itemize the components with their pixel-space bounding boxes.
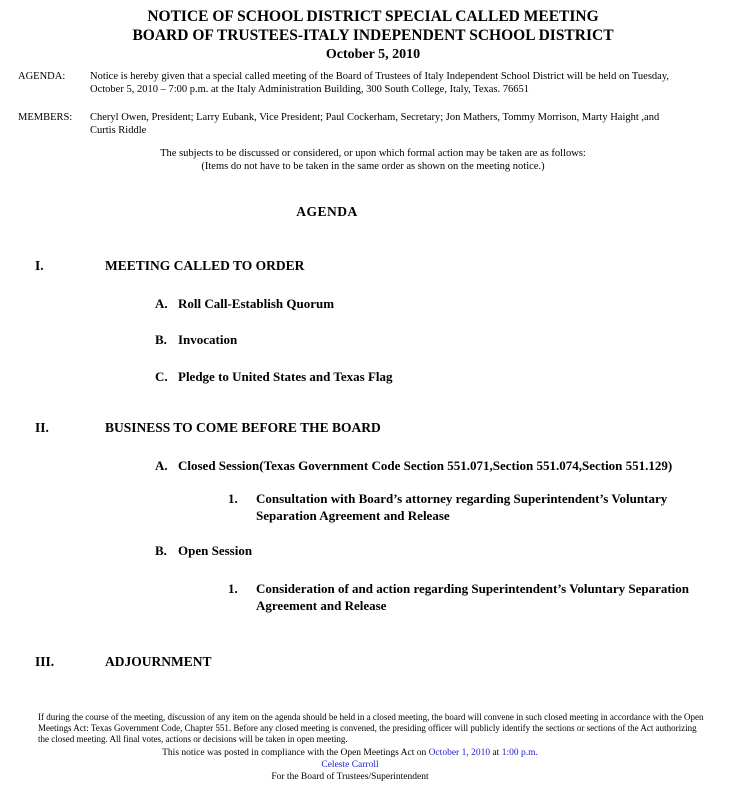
section-adjournment xyxy=(0,653,746,670)
section-numeral: III. xyxy=(35,654,55,669)
section-title: ADJOURNMENT xyxy=(105,654,212,669)
members-label: MEMBERS: xyxy=(18,112,73,123)
agenda-item-closed-session xyxy=(155,457,746,474)
agenda-subitem-consideration xyxy=(228,580,746,614)
section-numeral: I. xyxy=(35,258,44,273)
item-letter: A. xyxy=(155,296,168,311)
document-title-line-2: BOARD OF TRUSTEES-ITALY INDEPENDENT SCHOOL DISTRICT xyxy=(132,27,614,44)
item-letter: C. xyxy=(155,369,168,384)
document-header xyxy=(0,0,746,64)
subjects-note-line-1: The subjects to be discussed or considered, or upon which formal action may be taken are as follows: xyxy=(160,148,586,159)
posting-statement-text: This notice was posted in compliance with the Open Meetings Act on xyxy=(162,748,429,758)
section-title: MEETING CALLED TO ORDER xyxy=(105,258,305,273)
section-numeral: II. xyxy=(35,420,49,435)
agenda-notice-row xyxy=(0,71,746,96)
agenda-heading-wrap xyxy=(0,203,654,221)
signer-name-link[interactable]: Celeste Carroll xyxy=(321,760,379,770)
document-title-line-1: NOTICE OF SCHOOL DISTRICT SPECIAL CALLED MEETING xyxy=(147,8,599,25)
document-date: October 5, 2010 xyxy=(325,47,421,62)
signer-title-line xyxy=(0,771,700,783)
item-text: Closed Session(Texas Government Code Section 551.071,Section 551.074,Section 551.129) xyxy=(178,458,673,473)
item-text: Pledge to United States and Texas Flag xyxy=(178,369,393,384)
agenda-notice-text: Notice is hereby given that a special called meeting of the Board of Trustees of Italy Independent School District will be held on Tuesday, October 5, 2010 – 7:00 p.m. at the Italy Administration Building, 300 South College, Italy, Texas. 76651 xyxy=(90,71,670,95)
posting-date-link[interactable]: October 1, 2010 xyxy=(428,748,491,758)
signer-title-text: For the Board of Trustees/Superintendent xyxy=(271,772,429,782)
section-title: BUSINESS TO COME BEFORE THE BOARD xyxy=(105,420,381,435)
item-letter: A. xyxy=(155,458,168,473)
item-text: Invocation xyxy=(178,332,238,347)
posting-connector: at xyxy=(490,748,502,758)
item-letter: B. xyxy=(155,543,167,558)
agenda-item-open-session xyxy=(155,542,746,559)
posting-time-link[interactable]: 1:00 p.m. xyxy=(501,748,538,758)
item-text: Open Session xyxy=(178,543,253,558)
members-list-text: Cheryl Owen, President; Larry Eubank, Vice President; Paul Cockerham, Secretary; Jon Mathers, Tommy Morrison, Marty Haight ,and Curtis Riddle xyxy=(90,112,660,136)
subjects-note-line-2: (Items do not have to be taken in the same order as shown on the meeting notice.) xyxy=(201,161,545,172)
section-meeting-called-to-order xyxy=(0,257,746,274)
item-letter: B. xyxy=(155,332,167,347)
subitem-text: Consideration of and action regarding Superintendent’s Voluntary Separation Agreement and Release xyxy=(256,581,690,613)
agenda-item-roll-call xyxy=(155,295,746,312)
legal-line-2: Meetings Act: Texas Government Code, Chapter 551. Before any closed meeting is convened, the presiding officer will publicly identify the sections or sections of the Act authorizing xyxy=(38,723,697,733)
agenda-item-invocation xyxy=(155,331,746,348)
subjects-note xyxy=(0,147,746,173)
agenda-label: AGENDA: xyxy=(18,71,66,82)
subitem-text: Consultation with Board’s attorney regarding Superintendent’s Voluntary Separation Agreement and Release xyxy=(256,491,668,523)
signer-line xyxy=(0,759,700,771)
section-business-before-board xyxy=(0,419,746,436)
item-text: Roll Call-Establish Quorum xyxy=(178,296,335,311)
subitem-number: 1. xyxy=(228,491,238,506)
agenda-subitem-consultation xyxy=(228,490,746,524)
legal-line-3: the closed meeting. All final votes, actions or decisions will be taken in open meeting. xyxy=(38,734,348,744)
legal-line-1: If during the course of the meeting, discussion of any item on the agenda should be held in a closed meeting, the board will convene in such closed meeting in accordance with the Open xyxy=(38,712,704,722)
posting-statement xyxy=(0,747,700,759)
agenda-item-pledge xyxy=(155,368,746,385)
open-meetings-legal-paragraph xyxy=(0,712,746,745)
agenda-heading: AGENDA xyxy=(296,204,358,219)
members-row xyxy=(0,112,746,137)
subitem-number: 1. xyxy=(228,581,238,596)
